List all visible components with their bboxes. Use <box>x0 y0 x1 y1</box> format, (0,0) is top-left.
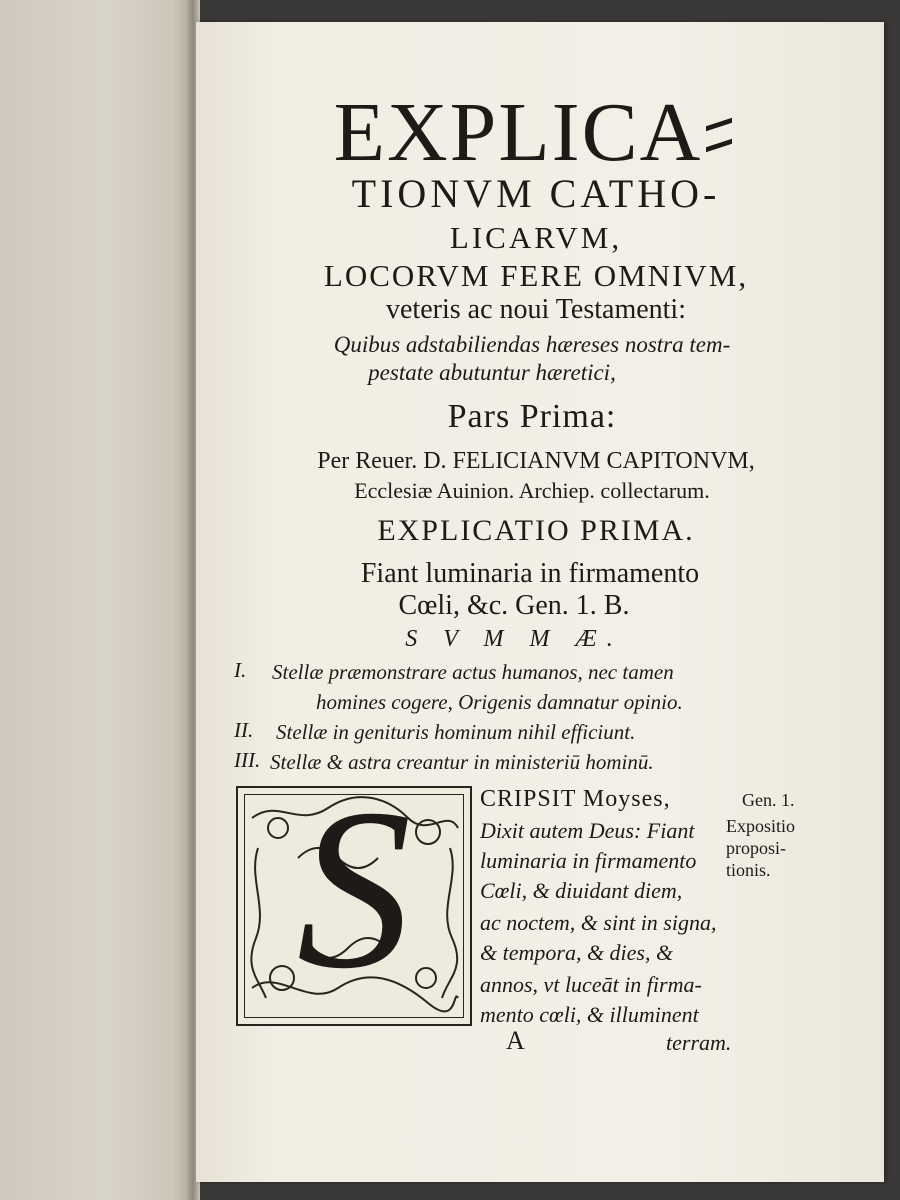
body-line: CRIPSIT Moyses, <box>480 786 671 812</box>
book-page <box>196 22 884 1182</box>
margin-note: tionis. <box>726 860 771 880</box>
body-line: annos, vt luceāt in firma- <box>480 972 702 997</box>
initial-letter: S <box>296 761 412 1016</box>
title-line-4: LOCORVM FERE OMNIVM, <box>323 258 749 293</box>
body-line: ac noctem, & sint in signa, <box>480 910 717 935</box>
summary-item: Stellæ & astra creantur in ministeriū hominū. <box>270 750 654 774</box>
title-line-2: TIONVM CATHO- <box>351 171 721 216</box>
pars-prima: Pars Prima: <box>447 398 617 435</box>
left-page-edge <box>0 0 196 1200</box>
body-line: Cœli, & diuidant diem, <box>480 878 683 903</box>
summary-number: III. <box>234 748 261 772</box>
verse-line-2: Cœli, &c. Gen. 1. B. <box>398 590 630 621</box>
title-line-6: Quibus adstabiliendas hæreses nostra tem- <box>333 332 731 357</box>
margin-note: proposi- <box>726 838 786 858</box>
summary-item-continued: homines cogere, Origenis damnatur opinio. <box>316 690 683 714</box>
body-line: mento cœli, & illuminent <box>480 1002 699 1027</box>
summary-item: Stellæ præmonstrare actus humanos, nec tamen <box>272 660 674 684</box>
author-office-line: Ecclesiæ Auinion. Archiep. collectarum. <box>354 478 710 503</box>
author-line: Per Reuer. D. FELICIANVM CAPITONVM, <box>317 448 755 474</box>
margin-note: Expositio <box>726 816 796 836</box>
body-line: luminaria in firmamento <box>480 848 697 873</box>
margin-note: Gen. 1. <box>742 790 795 810</box>
summary-number: II. <box>234 718 254 742</box>
title-line-5: veteris ac noui Testamenti: <box>386 294 686 325</box>
verse-line-1: Fiant luminaria in firmamento <box>360 558 700 589</box>
title-line-7: pestate abutuntur hæretici, <box>368 360 616 385</box>
summary-item: Stellæ in genituris hominum nihil efficiunt. <box>276 720 636 744</box>
summa-heading: S V M M Æ. <box>405 626 623 652</box>
body-line: terram. <box>666 1030 732 1055</box>
section-heading: EXPLICATIO PRIMA. <box>377 514 695 547</box>
signature-mark: A <box>506 1026 525 1055</box>
summary-number: I. <box>234 658 247 682</box>
title-line-3: LICARVM, <box>449 220 623 255</box>
body-line: Dixit autem Deus: Fiant <box>480 818 695 843</box>
title-line-1: EXPLICA <box>333 86 703 179</box>
decorated-initial <box>236 761 472 1026</box>
body-line: & tempora, & dies, & <box>480 940 674 965</box>
